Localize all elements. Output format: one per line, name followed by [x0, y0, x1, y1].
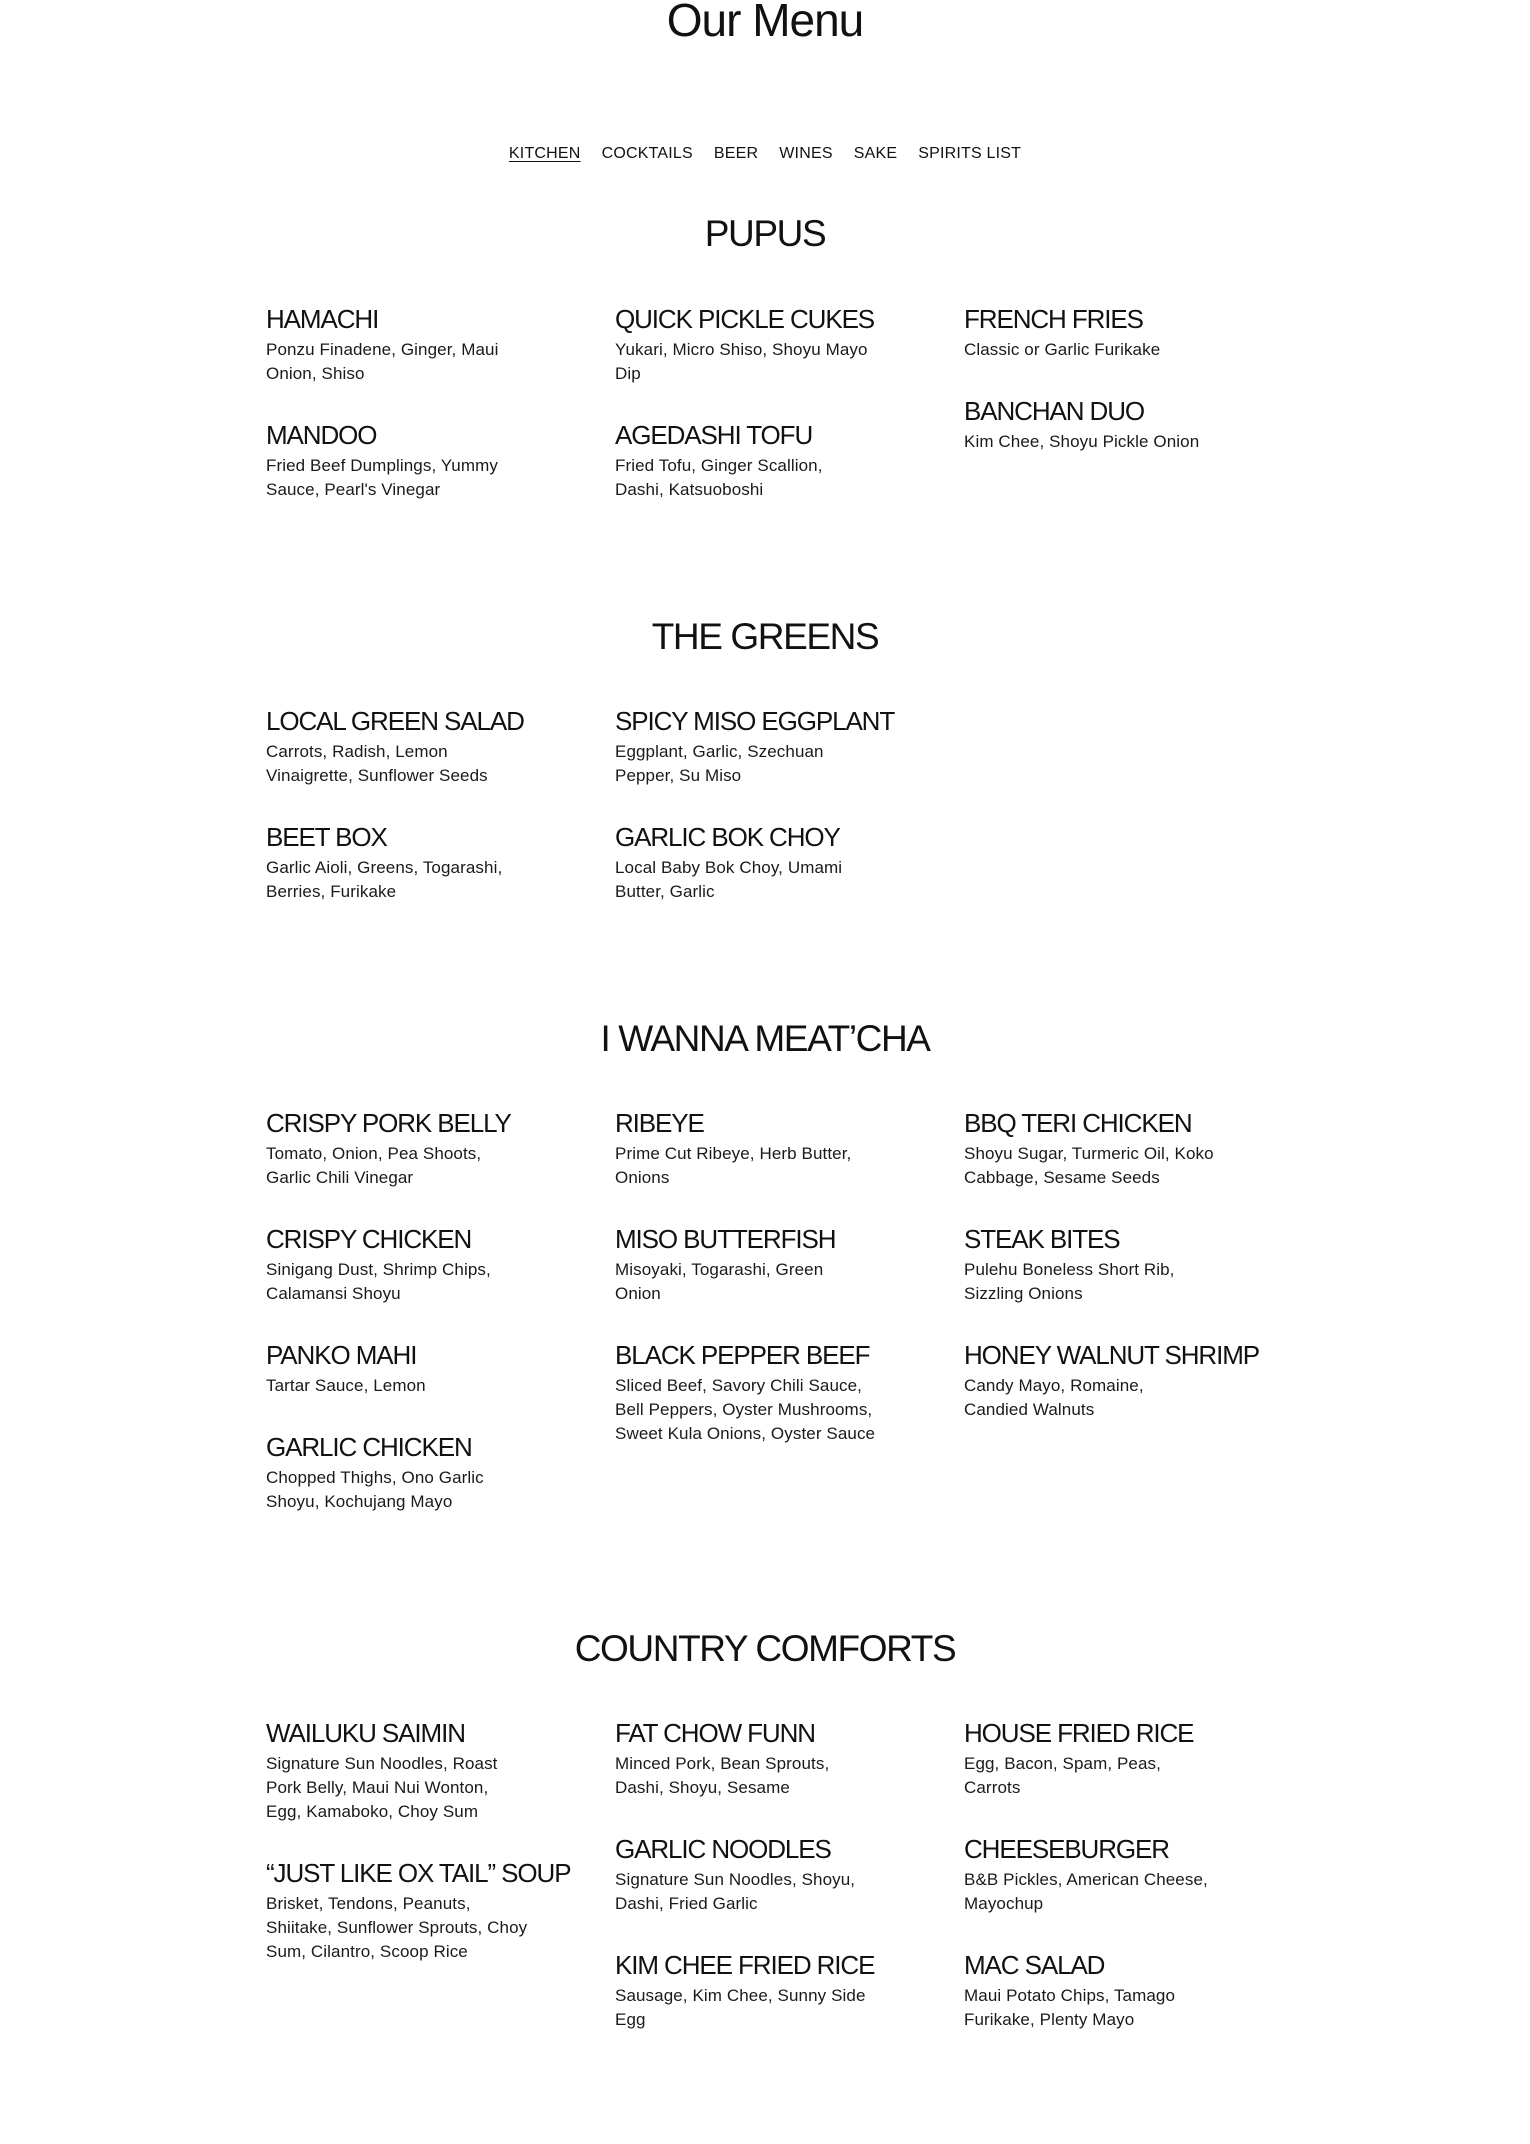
menu-item-quick-pickle-cukes: [615, 304, 915, 386]
menu-item-description: Fried Beef Dumplings, Yummy Sauce, Pearl's Vinegar: [266, 456, 498, 499]
menu-item-name: BANCHAN DUO: [964, 396, 1145, 426]
menu-item-description: Signature Sun Noodles, Shoyu, Dashi, Fried Garlic: [615, 1870, 856, 1913]
menu-item-name: CRISPY CHICKEN: [266, 1224, 472, 1254]
menu-item-wailuku-saimin: [266, 1718, 566, 1824]
menu-item-description: Minced Pork, Bean Sprouts, Dashi, Shoyu, Sesame: [615, 1754, 830, 1797]
menu-item-name: MANDOO: [266, 420, 377, 450]
menu-item-description: Yukari, Micro Shiso, Shoyu Mayo Dip: [615, 340, 868, 383]
menu-item-panko-mahi: [266, 1340, 566, 1398]
menu-item-description: B&B Pickles, American Cheese, Mayochup: [964, 1870, 1208, 1913]
menu-item-name: CHEESEBURGER: [964, 1834, 1169, 1864]
menu-item-fat-chow-funn: [615, 1718, 915, 1800]
menu-item-description: Maui Potato Chips, Tamago Furikake, Plenty Mayo: [964, 1986, 1176, 2029]
menu-item-description: Chopped Thighs, Ono Garlic Shoyu, Kochujang Mayo: [266, 1468, 484, 1511]
menu-item-description: Pulehu Boneless Short Rib, Sizzling Onions: [964, 1260, 1175, 1303]
menu-item-hamachi: [266, 304, 566, 386]
menu-item-name: WAILUKU SAIMIN: [266, 1718, 465, 1748]
menu-item-name: GARLIC BOK CHOY: [615, 822, 840, 852]
menu-item-description: Signature Sun Noodles, Roast Pork Belly, Maui Nui Wonton, Egg, Kamaboko, Choy Sum: [266, 1754, 498, 1821]
menu-item-description: Sliced Beef, Savory Chili Sauce, Bell Peppers, Oyster Mushrooms, Sweet Kula Onions, Oyster Sauce: [615, 1376, 876, 1443]
menu-item-description: Garlic Aioli, Greens, Togarashi, Berries, Furikake: [266, 858, 503, 901]
section-title-pupus: PUPUS: [704, 213, 826, 254]
menu-item-description: Sinigang Dust, Shrimp Chips, Calamansi Shoyu: [266, 1260, 491, 1303]
menu-item-steak-bites: [964, 1224, 1264, 1306]
menu-item-banchan-duo: [964, 396, 1264, 454]
menu-item-description: Misoyaki, Togarashi, Green Onion: [615, 1260, 824, 1303]
menu-item-description: Tomato, Onion, Pea Shoots, Garlic Chili Vinegar: [266, 1144, 482, 1187]
section-title-country-comforts: COUNTRY COMFORTS: [574, 1628, 956, 1669]
menu-item-name: HAMACHI: [266, 304, 379, 334]
menu-item-name: QUICK PICKLE CUKES: [615, 304, 875, 334]
section-title-the-greens: THE GREENS: [651, 616, 879, 657]
menu-item-french-fries: [964, 304, 1264, 362]
menu-item-name: SPICY MISO EGGPLANT: [615, 706, 895, 736]
nav-tab-cocktails[interactable]: COCKTAILS: [601, 145, 693, 162]
menu-item-honey-walnut-shrimp: [964, 1340, 1264, 1422]
menu-item-name: BLACK PEPPER BEEF: [615, 1340, 870, 1370]
menu-item-crispy-chicken: [266, 1224, 566, 1306]
nav-tab-kitchen[interactable]: KITCHEN: [508, 145, 581, 162]
nav-tab-beer[interactable]: BEER: [713, 145, 759, 162]
menu-item-description: Local Baby Bok Choy, Umami Butter, Garlic: [615, 858, 843, 901]
menu-item-mac-salad: [964, 1950, 1264, 2032]
menu-item-cheeseburger: [964, 1834, 1264, 1916]
menu-item-name: GARLIC CHICKEN: [266, 1432, 472, 1462]
menu-category-nav: [0, 143, 1530, 165]
menu-item-name: HONEY WALNUT SHRIMP: [964, 1340, 1259, 1370]
menu-item-name: BEET BOX: [266, 822, 387, 852]
menu-item-description: Egg, Bacon, Spam, Peas, Carrots: [964, 1754, 1161, 1797]
menu-item-description: Kim Chee, Shoyu Pickle Onion: [964, 432, 1200, 451]
menu-item-agedashi-tofu: [615, 420, 915, 502]
menu-item-name: MAC SALAD: [964, 1950, 1105, 1980]
menu-item-ribeye: [615, 1108, 915, 1190]
nav-tab-sake[interactable]: SAKE: [853, 145, 898, 162]
menu-item-description: Sausage, Kim Chee, Sunny Side Egg: [615, 1986, 866, 2029]
menu-item-name: STEAK BITES: [964, 1224, 1120, 1254]
menu-item-bbq-teri-chicken: [964, 1108, 1264, 1190]
menu-item-name: KIM CHEE FRIED RICE: [615, 1950, 875, 1980]
menu-item-description: Tartar Sauce, Lemon: [266, 1376, 426, 1395]
menu-item-description: Classic or Garlic Furikake: [964, 340, 1161, 359]
menu-item-description: Eggplant, Garlic, Szechuan Pepper, Su Miso: [615, 742, 824, 785]
menu-item-name: HOUSE FRIED RICE: [964, 1718, 1194, 1748]
menu-item-description: Ponzu Finadene, Ginger, Maui Onion, Shiso: [266, 340, 499, 383]
nav-tab-wines[interactable]: WINES: [779, 145, 833, 162]
menu-item-garlic-chicken: [266, 1432, 566, 1514]
menu-item-black-pepper-beef: [615, 1340, 915, 1446]
menu-item-name: RIBEYE: [615, 1108, 704, 1138]
section-title-i-wanna-meatcha: I WANNA MEAT’CHA: [600, 1018, 930, 1059]
menu-item-name: AGEDASHI TOFU: [615, 420, 813, 450]
menu-item-description: Carrots, Radish, Lemon Vinaigrette, Sunflower Seeds: [266, 742, 488, 785]
nav-tab-spirits-list[interactable]: SPIRITS LIST: [918, 145, 1022, 162]
menu-item-name: FRENCH FRIES: [964, 304, 1143, 334]
menu-item-local-green-salad: [266, 706, 566, 788]
menu-item-description: Candy Mayo, Romaine, Candied Walnuts: [964, 1376, 1144, 1419]
menu-item-beet-box: [266, 822, 566, 904]
menu-item-mandoo: [266, 420, 566, 502]
menu-item-name: FAT CHOW FUNN: [615, 1718, 815, 1748]
menu-item-crispy-pork-belly: [266, 1108, 566, 1190]
menu-item-name: GARLIC NOODLES: [615, 1834, 831, 1864]
menu-item-name: MISO BUTTERFISH: [615, 1224, 836, 1254]
menu-item-kim-chee-fried-rice: [615, 1950, 915, 2032]
page-title: Our Menu: [666, 0, 864, 46]
menu-item-spicy-miso-eggplant: [615, 706, 915, 788]
menu-item-garlic-noodles: [615, 1834, 915, 1916]
menu-item-description: Brisket, Tendons, Peanuts, Shiitake, Sunflower Sprouts, Choy Sum, Cilantro, Scoop Rice: [266, 1894, 528, 1961]
menu-item-name: PANKO MAHI: [266, 1340, 417, 1370]
menu-item-name: CRISPY PORK BELLY: [266, 1108, 511, 1138]
menu-item-miso-butterfish: [615, 1224, 915, 1306]
menu-item-name: “JUST LIKE OX TAIL” SOUP: [266, 1858, 571, 1888]
menu-item-name: LOCAL GREEN SALAD: [266, 706, 524, 736]
menu-item-garlic-bok-choy: [615, 822, 915, 904]
menu-item-description: Prime Cut Ribeye, Herb Butter, Onions: [615, 1144, 852, 1187]
menu-item-name: BBQ TERI CHICKEN: [964, 1108, 1192, 1138]
menu-item-description: Fried Tofu, Ginger Scallion, Dashi, Katsuoboshi: [615, 456, 823, 499]
menu-item-just-like-ox-tail-soup: [266, 1858, 571, 1964]
menu-item-house-fried-rice: [964, 1718, 1264, 1800]
menu-item-description: Shoyu Sugar, Turmeric Oil, Koko Cabbage, Sesame Seeds: [964, 1144, 1214, 1187]
